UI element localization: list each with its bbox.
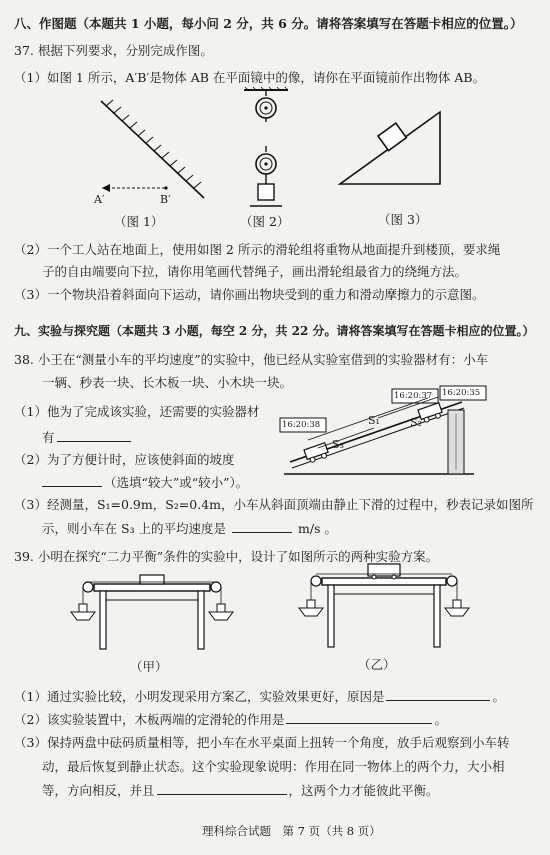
q37-stem: 37. 根据下列要求，分别完成作图。	[14, 43, 213, 58]
answer-blank[interactable]	[386, 688, 490, 701]
q37-part3: （3）一个物块沿着斜面向下运动，请你画出物块受到的重力和滑动摩擦力的示意图。	[14, 287, 485, 302]
q38-part2-line1: （2）为了方便计时，应该使斜面的坡度	[14, 452, 235, 467]
answer-blank[interactable]	[157, 782, 287, 795]
incline-experiment-figure	[278, 384, 490, 480]
figure-1-caption: （图 1）	[114, 214, 164, 229]
q37-part2-line2: 子的自由端要向下拉，请你用笔画代替绳子，画出滑轮组最省力的绕绳方法。	[42, 264, 468, 279]
figure-3-caption: （图 3）	[378, 212, 428, 227]
q38-part1-line2: 有	[42, 428, 131, 446]
q38-part3-line1: （3）经测量，S₁=0.9m，S₂=0.4m，小车从斜面顶端由静止下滑的过程中，秒表记录如图所	[14, 497, 534, 512]
q39-part3-line3: 等，方向相反，并且 ，这两个力才能彼此平衡。	[42, 783, 439, 798]
q39-stem: 39. 小明在探究“二力平衡”条件的实验中，设计了如图所示的两种实验方案。	[14, 549, 439, 564]
answer-blank[interactable]	[57, 429, 131, 442]
figure-1-label-b: B′	[160, 193, 171, 206]
figure-1-mirror	[86, 96, 216, 211]
answer-blank[interactable]	[232, 520, 292, 533]
distance-s2-label: S₂	[410, 416, 422, 429]
section-8-title: 八、作图题（本题共 1 小题，每小问 2 分，共 6 分。请将答案填写在答题卡相应的位置。）	[14, 16, 523, 31]
distance-s1-label: S₁	[368, 414, 380, 427]
figure-2-pulley-block	[236, 86, 296, 214]
stopwatch-1-reading: 16:20:38	[282, 420, 321, 430]
q38-part1-line1: （1）他为了完成该实验，还需要的实验器材	[14, 404, 260, 419]
section-9-title: 九、实验与探究题（本题共 3 小题，每空 2 分，共 22 分。请将答案填写在答题卡相应的位置。）	[14, 324, 535, 338]
q39-part3-line1: （3）保持两盘中砝码质量相等，把小车在水平桌面上扭转一个角度，放手后观察到小车转	[14, 735, 510, 750]
stopwatch-3-reading: 16:20:35	[442, 388, 481, 398]
answer-blank[interactable]	[286, 711, 432, 724]
figure-yi-caption: （乙）	[358, 657, 396, 672]
q37-part2-line1: （2）一个工人站在地面上，使用如图 2 所示的滑轮组将重物从地面提升到楼顶，要求绳	[14, 242, 501, 257]
q39-part1: （1）通过实验比较，小明发现采用方案乙，实验效果更好，原因是 。	[14, 689, 505, 704]
q38-part3-line2: 示，则小车在 S₃ 上的平均速度是 m/s 。	[42, 521, 337, 536]
figure-yi-table	[296, 562, 472, 650]
distance-s3-label: S₃	[332, 438, 344, 451]
q39-part2: （2）该实验装置中，木板两端的定滑轮的作用是 。	[14, 712, 447, 727]
q37-part1: （1）如图 1 所示，A′B′是物体 AB 在平面镜中的像，请你在平面镜前作出物体 AB。	[14, 70, 486, 85]
answer-blank[interactable]	[42, 474, 102, 487]
figure-1-label-a: A′	[94, 193, 105, 206]
figure-2-caption: （图 2）	[240, 214, 290, 229]
q38-stem-line2: 一辆、秒表一块、长木板一块、小木块一块。	[42, 375, 293, 390]
q39-part3-line2: 动，最后恢复到静止状态。这个实验现象说明：作用在同一物体上的两个力，大小相	[42, 759, 505, 774]
q38-part2-line2: （选填“较大”或“较小”）。	[42, 473, 248, 491]
figure-3-incline	[336, 108, 446, 190]
q38-stem-line1: 38. 小王在“测量小车的平均速度”的实验中，他已经从实验室借到的实验器材有：小车	[14, 352, 489, 367]
stopwatch-2-reading: 16:20:37	[394, 391, 433, 401]
page-footer: 理科综合试题 第 7 页（共 8 页）	[202, 824, 381, 838]
figure-jia-caption: （甲）	[130, 659, 168, 674]
figure-jia-table	[68, 572, 236, 652]
